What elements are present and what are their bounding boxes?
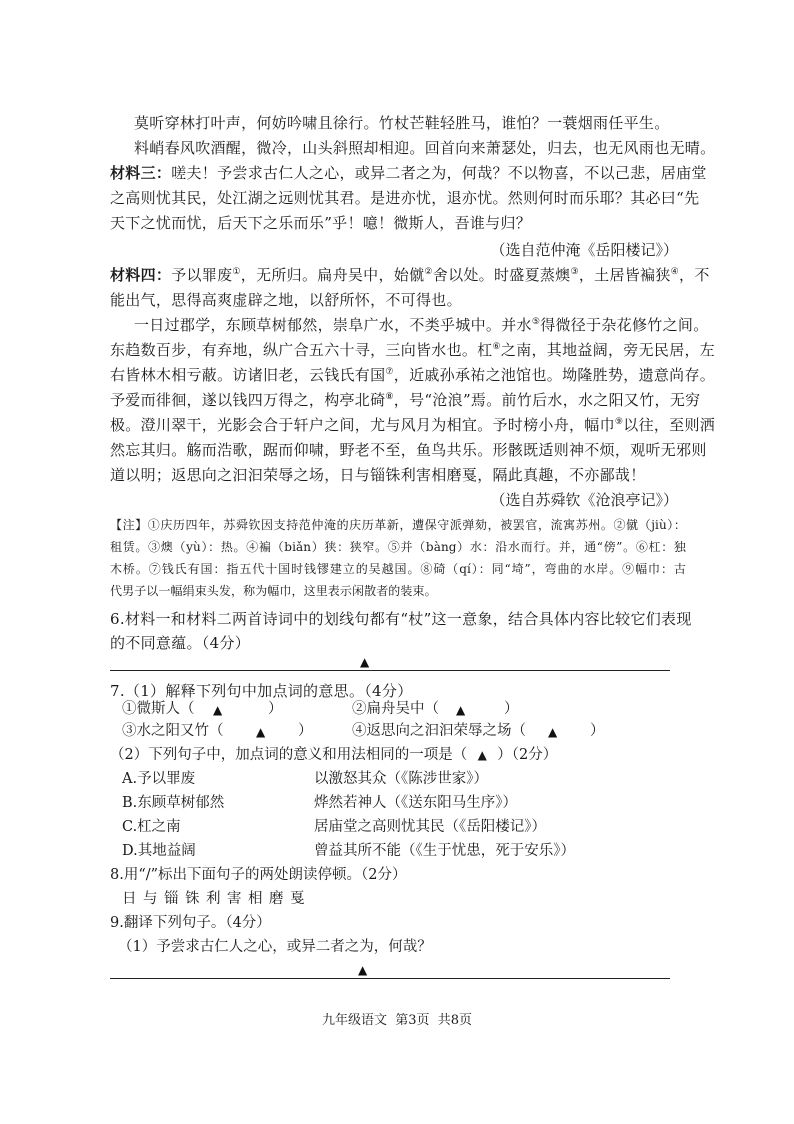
material-three-line-2: 之高则忧其民，处江湖之远则忧其君。是进亦忧，退亦忧。然则何时而乐耶？其必曰“先: [110, 189, 700, 207]
source-canglangting: （选自苏舜钦《沧浪亭记》）: [490, 491, 678, 509]
canglang-para-line-4: 予爱而徘徊，遂以钱四万得之，构亭北碕⑧，号“沧浪”焉。前竹后水，水之阳又竹，无穷: [110, 391, 701, 409]
q7-item-3: ③水之阳又竹（: [122, 723, 224, 739]
q7-item-4: ④返思向之汩汩荣辱之场（: [352, 723, 526, 739]
material-three-line-3: 天下之忧而忧，后天下之乐而乐”乎！噫！微斯人，吾谁与归？: [110, 214, 532, 232]
answer-mark[interactable]: ▲: [456, 703, 466, 717]
poem-line-1: 莫听穿林打叶声，何妨吟啸且徐行。竹杖芒鞋轻胜马，谁怕？一蓑烟雨任平生。: [134, 114, 670, 132]
answer-mark[interactable]: ▲: [213, 703, 223, 717]
canglang-para-line-5: 极。澄川翠干，光影会合于轩户之间，尤与风月为相宜。予时榜小舟，幅巾⑨以往，至则洒: [110, 416, 716, 434]
note-line-3: 木桥。⑦钱氏有国：指五代十国时钱镠建立的吴越国。⑧碕（qí）：同“埼”，弯曲的水岸。⑨幅巾：古: [110, 562, 686, 576]
source-yueyanglou: （选自范仲淹《岳阳楼记》）: [490, 241, 678, 259]
option-d-left: D.其地益阔: [122, 843, 196, 859]
page-footer: [0, 1012, 794, 1030]
q7-item-2: ②扁舟吴中（: [352, 701, 439, 717]
material-four-label: 材料四：: [110, 266, 172, 284]
question-8-prompt: 8.用“/”标出下面句子的两处朗读停顿。（2分）: [110, 867, 407, 883]
canglang-para-line-2: 东趋数百步，有弃地，纵广合五六十寻，三向皆水也。杠⑥之南，其地益阔，旁无民居，左: [110, 341, 716, 359]
q7-item-1-close: ）: [268, 701, 283, 717]
question-6-line-1: 6.材料一和材料二两首诗词中的划线句都有“杖”这一意象，结合具体内容比较它们表现: [110, 610, 692, 628]
material-four-line-2: 能出气，思得高爽虚辟之地，以舒所怀，不可得也。: [110, 291, 462, 309]
question-8-sentence[interactable]: 日 与 锱 铢 利 害 相 磨 戛: [122, 891, 305, 907]
poem-line-2: 料峭春风吹酒醒，微冷，山头斜照却相迎。回首向来萧瑟处，归去，也无风雨也无晴。: [134, 139, 716, 157]
note-line-4: 代男子以一幅绢束头发，称为幅巾，这里表示闲散者的装束。: [110, 584, 437, 598]
material-three-label: 材料三：: [110, 164, 172, 182]
option-c-right: 居庙堂之高则忧其民（《岳阳楼记》）: [314, 819, 546, 835]
q7-item-2-close: ）: [504, 701, 519, 717]
option-d-right: 曾益其所不能（《生于忧患，死于安乐》）: [314, 843, 575, 859]
footer-subject: 九年级语文: [321, 1013, 387, 1028]
answer-mark: ▲: [358, 963, 368, 977]
option-b-left: B.东顾草树郁然: [122, 795, 225, 811]
material-three-line-1: 材料三：嗟夫！予尝求古仁人之心，或异二者之为，何哉？不以物喜，不以己悲，居庙堂: [110, 164, 707, 182]
footer-page-number: 第3页: [395, 1013, 430, 1028]
canglang-para-line-6: 然忘其归。觞而浩歌，踞而仰啸，野老不至，鱼鸟共乐。形骸既适则神不烦，观听无邪则: [110, 441, 707, 459]
option-a-right: 以激怒其众（《陈涉世家》）: [314, 771, 488, 787]
answer-mark[interactable]: ▲: [548, 725, 558, 739]
option-b-right: 烨然若神人（《送东阳马生序》）: [314, 795, 517, 811]
question-7-2-prompt: （2）下列句子中，加点词的意义和用法相同的一项是（ ▲ ）（2分）: [110, 744, 557, 766]
answer-mark: ▲: [360, 655, 370, 669]
q7-item-1: ①微斯人（: [122, 701, 195, 717]
q7-item-3-close: ）: [298, 723, 313, 739]
footer-total-pages: 共8页: [437, 1013, 473, 1028]
option-a-left: A.予以罪废: [122, 771, 196, 787]
answer-line-q6[interactable]: [110, 670, 670, 671]
answer-line-q9[interactable]: [110, 978, 670, 979]
question-6-line-2: 的不同意蕴。（4分）: [110, 634, 251, 652]
canglang-para-line-3: 右皆林木相亏蔽。访诸旧老，云钱氏有国⑦，近戚孙承祐之池馆也。坳隆胜势，遗意尚存。: [110, 366, 716, 384]
note-line-2: 租赁。③燠（yù）：热。④褊（biǎn）狭：狭窄。⑤并（bàng）水：沿水而行。并，通“傍”。⑥杠：独: [110, 540, 686, 554]
question-7-1-prompt: 7.（1）解释下列句中加点词的意思。（4分）: [110, 682, 413, 700]
question-9-1: （1）予尝求古仁人之心，或异二者之为，何哉？: [118, 939, 432, 955]
option-c-left: C.杠之南: [122, 819, 181, 835]
canglang-para-line-7: 道以明；返思向之汩汩荣辱之场，日与锱铢利害相磨戛，隔此真趣，不亦鄙哉！: [110, 466, 646, 484]
answer-mark[interactable]: ▲: [256, 725, 266, 739]
answer-mark[interactable]: ▲: [477, 748, 487, 762]
material-four-line-1: 材料四：予以罪废①，无所归。扁舟吴中，始僦②舍以处。时盛夏蒸燠③，土居皆褊狭④，不: [110, 266, 710, 284]
canglang-para-line-1: 一日过郡学，东顾草树郁然，崇阜广水，不类乎城中。并水⑤得微径于杂花修竹之间。: [134, 316, 709, 334]
question-9-prompt: 9.翻译下列句子。（4分）: [110, 915, 271, 931]
note-line-1: 【注】①庆历四年，苏舜钦因支持范仲淹的庆历革新，遭保守派弹劾，被罢官，流寓苏州。②僦（jiù）：: [110, 518, 686, 532]
q7-item-4-close: ）: [590, 723, 605, 739]
